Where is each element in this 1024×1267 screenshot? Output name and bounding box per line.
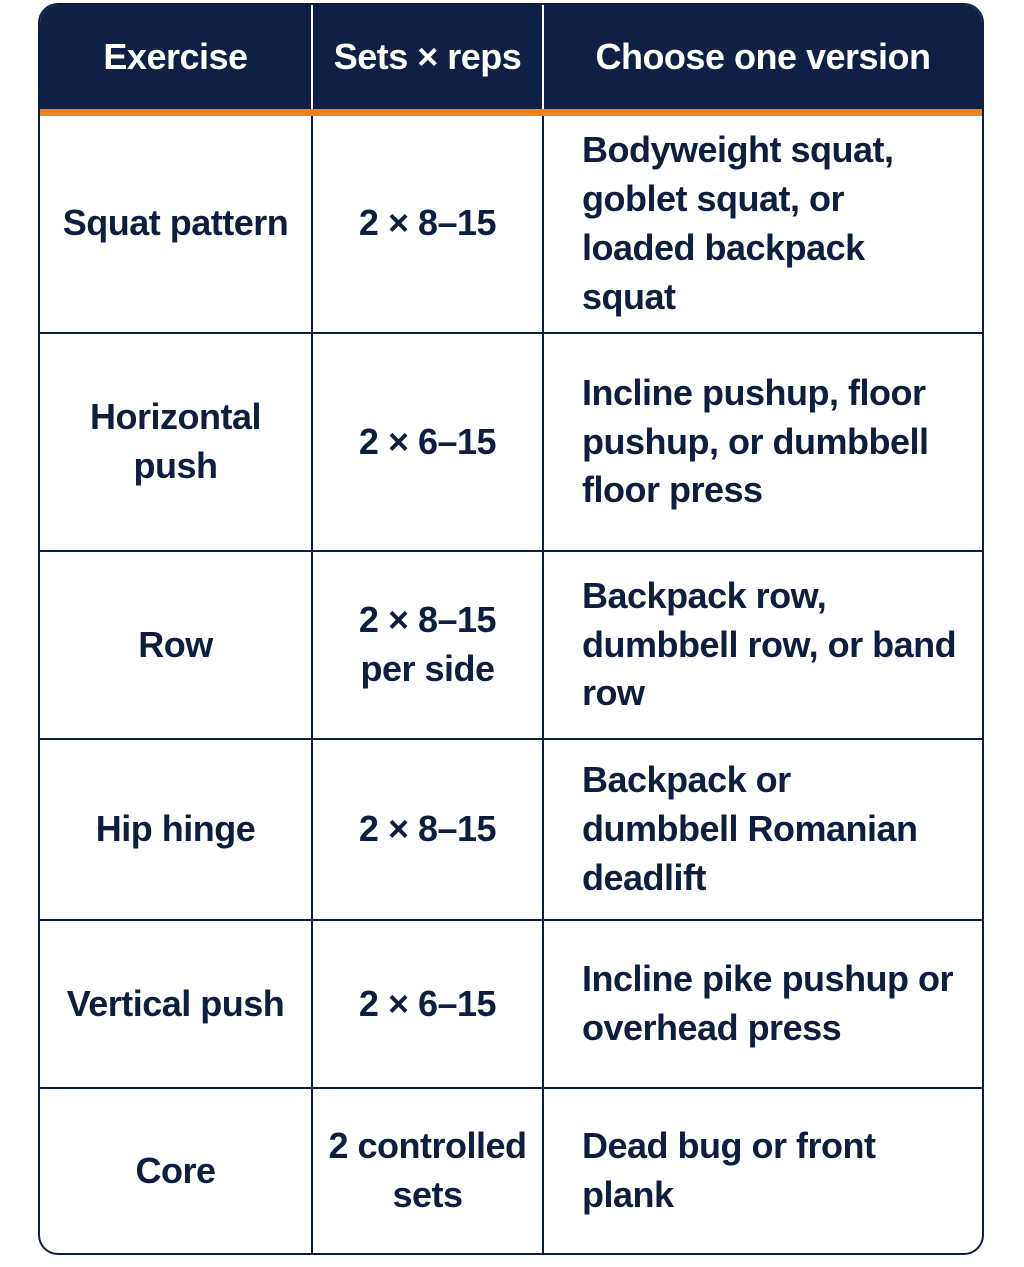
workout-table xyxy=(40,5,982,1253)
header-row xyxy=(40,5,982,112)
header-version: Choose one version xyxy=(543,5,982,112)
exercise-cell: Hip hinge xyxy=(40,739,312,920)
table-body xyxy=(40,112,982,1253)
version-cell: Dead bug or front plank xyxy=(582,1125,876,1215)
exercise-cell: Squat pattern xyxy=(40,112,312,333)
version-cell: Backpack row, dumbbell row, or band row xyxy=(543,551,982,739)
header-exercise: Exercise xyxy=(40,5,312,112)
sets-cell: 2 × 6–15 xyxy=(312,920,543,1088)
sets-cell: 2 × 6–15 xyxy=(312,333,543,551)
header-sets-reps: Sets × reps xyxy=(312,5,543,112)
sets-cell: 2 × 8–15 per side xyxy=(312,551,543,739)
table-row xyxy=(40,739,982,920)
exercise-cell: Core xyxy=(40,1088,312,1253)
sets-cell: 2 controlled sets xyxy=(312,1088,543,1253)
table-row xyxy=(40,920,982,1088)
exercise-cell: Row xyxy=(40,551,312,739)
table-header xyxy=(40,5,982,112)
exercise-cell: Vertical push xyxy=(40,920,312,1088)
version-cell: Backpack or dumbbell Romanian deadlift xyxy=(543,739,982,920)
version-cell: Bodyweight squat, goblet squat, or loaded backpack squat xyxy=(543,112,982,333)
table-row xyxy=(40,1088,982,1253)
workout-table-card xyxy=(38,3,984,1255)
table-row xyxy=(40,112,982,333)
version-cell: Incline pushup, floor pushup, or dumbbell floor press xyxy=(543,333,982,551)
table-row xyxy=(40,551,982,739)
exercise-cell: Horizontal push xyxy=(40,333,312,551)
version-cell: Incline pike pushup or overhead press xyxy=(543,920,982,1088)
table-row xyxy=(40,333,982,551)
sets-cell: 2 × 8–15 xyxy=(312,739,543,920)
sets-cell: 2 × 8–15 xyxy=(312,112,543,333)
